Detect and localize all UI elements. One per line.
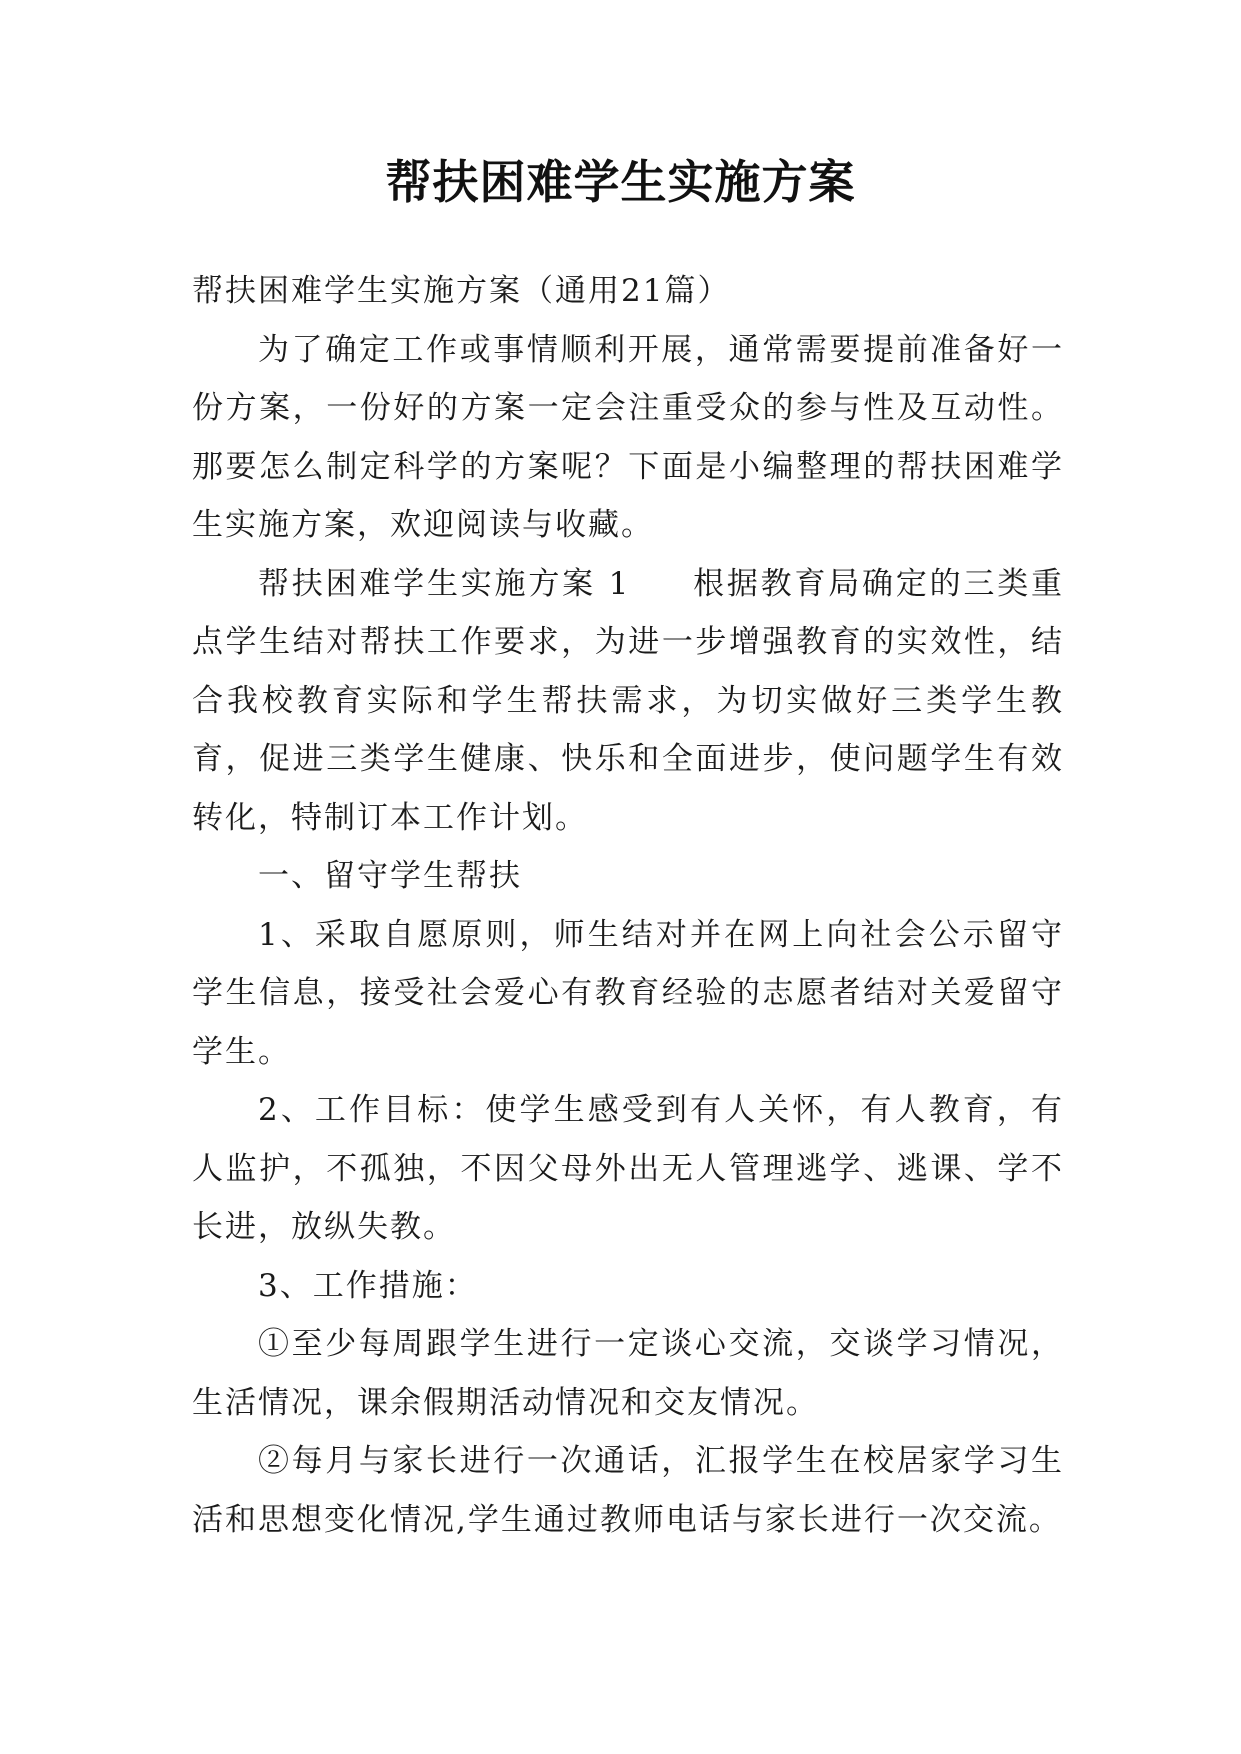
section-1-body: 根据教育局确定的三类重点学生结对帮扶工作要求，为进一步增强教育的实效性，结合我校教育实际和学生帮扶需求，为切实做好三类学生教育，促进三类学生健康、快乐和全面进步，使问题学生有效转化，特制订本工作计划。 bbox=[192, 565, 1065, 836]
part-1-heading: 一、留守学生帮扶 bbox=[258, 858, 522, 894]
item-3-paragraph: 3、工作措施： bbox=[258, 1267, 478, 1304]
document-subtitle: 帮扶困难学生实施方案（通用21篇） bbox=[192, 273, 731, 309]
item-2-paragraph: 2、工作目标：使学生感受到有人关怀，有人教育，有人监护，不孤独，不因父母外出无人管理逃学、逃课、学不长进，放纵失教。 bbox=[192, 1092, 1064, 1245]
section-1-heading: 帮扶困难学生实施方案 1 bbox=[258, 565, 631, 602]
document-title: 帮扶困难学生实施方案 bbox=[385, 155, 856, 209]
measure-2-paragraph: ②每月与家长进行一次通话，汇报学生在校居家学习生活和思想变化情况,学生通过教师电话与家长进行一次交流。 bbox=[192, 1443, 1064, 1538]
section-1-paragraph bbox=[192, 555, 1064, 848]
measure-1-paragraph: ①至少每周跟学生进行一定谈心交流，交谈学习情况，生活情况，课余假期活动情况和交友情况。 bbox=[192, 1326, 1064, 1421]
item-1-paragraph: 1、采取自愿原则，师生结对并在网上向社会公示留守学生信息，接受社会爱心有教育经验的志愿者结对关爱留守学生。 bbox=[192, 916, 1064, 1070]
intro-paragraph: 为了确定工作或事情顺利开展，通常需要提前准备好一份方案，一份好的方案一定会注重受众的参与性及互动性。那要怎么制定科学的方案呢？下面是小编整理的帮扶困难学生实施方案，欢迎阅读与收藏。 bbox=[192, 331, 1064, 543]
document-body bbox=[192, 262, 1064, 1549]
